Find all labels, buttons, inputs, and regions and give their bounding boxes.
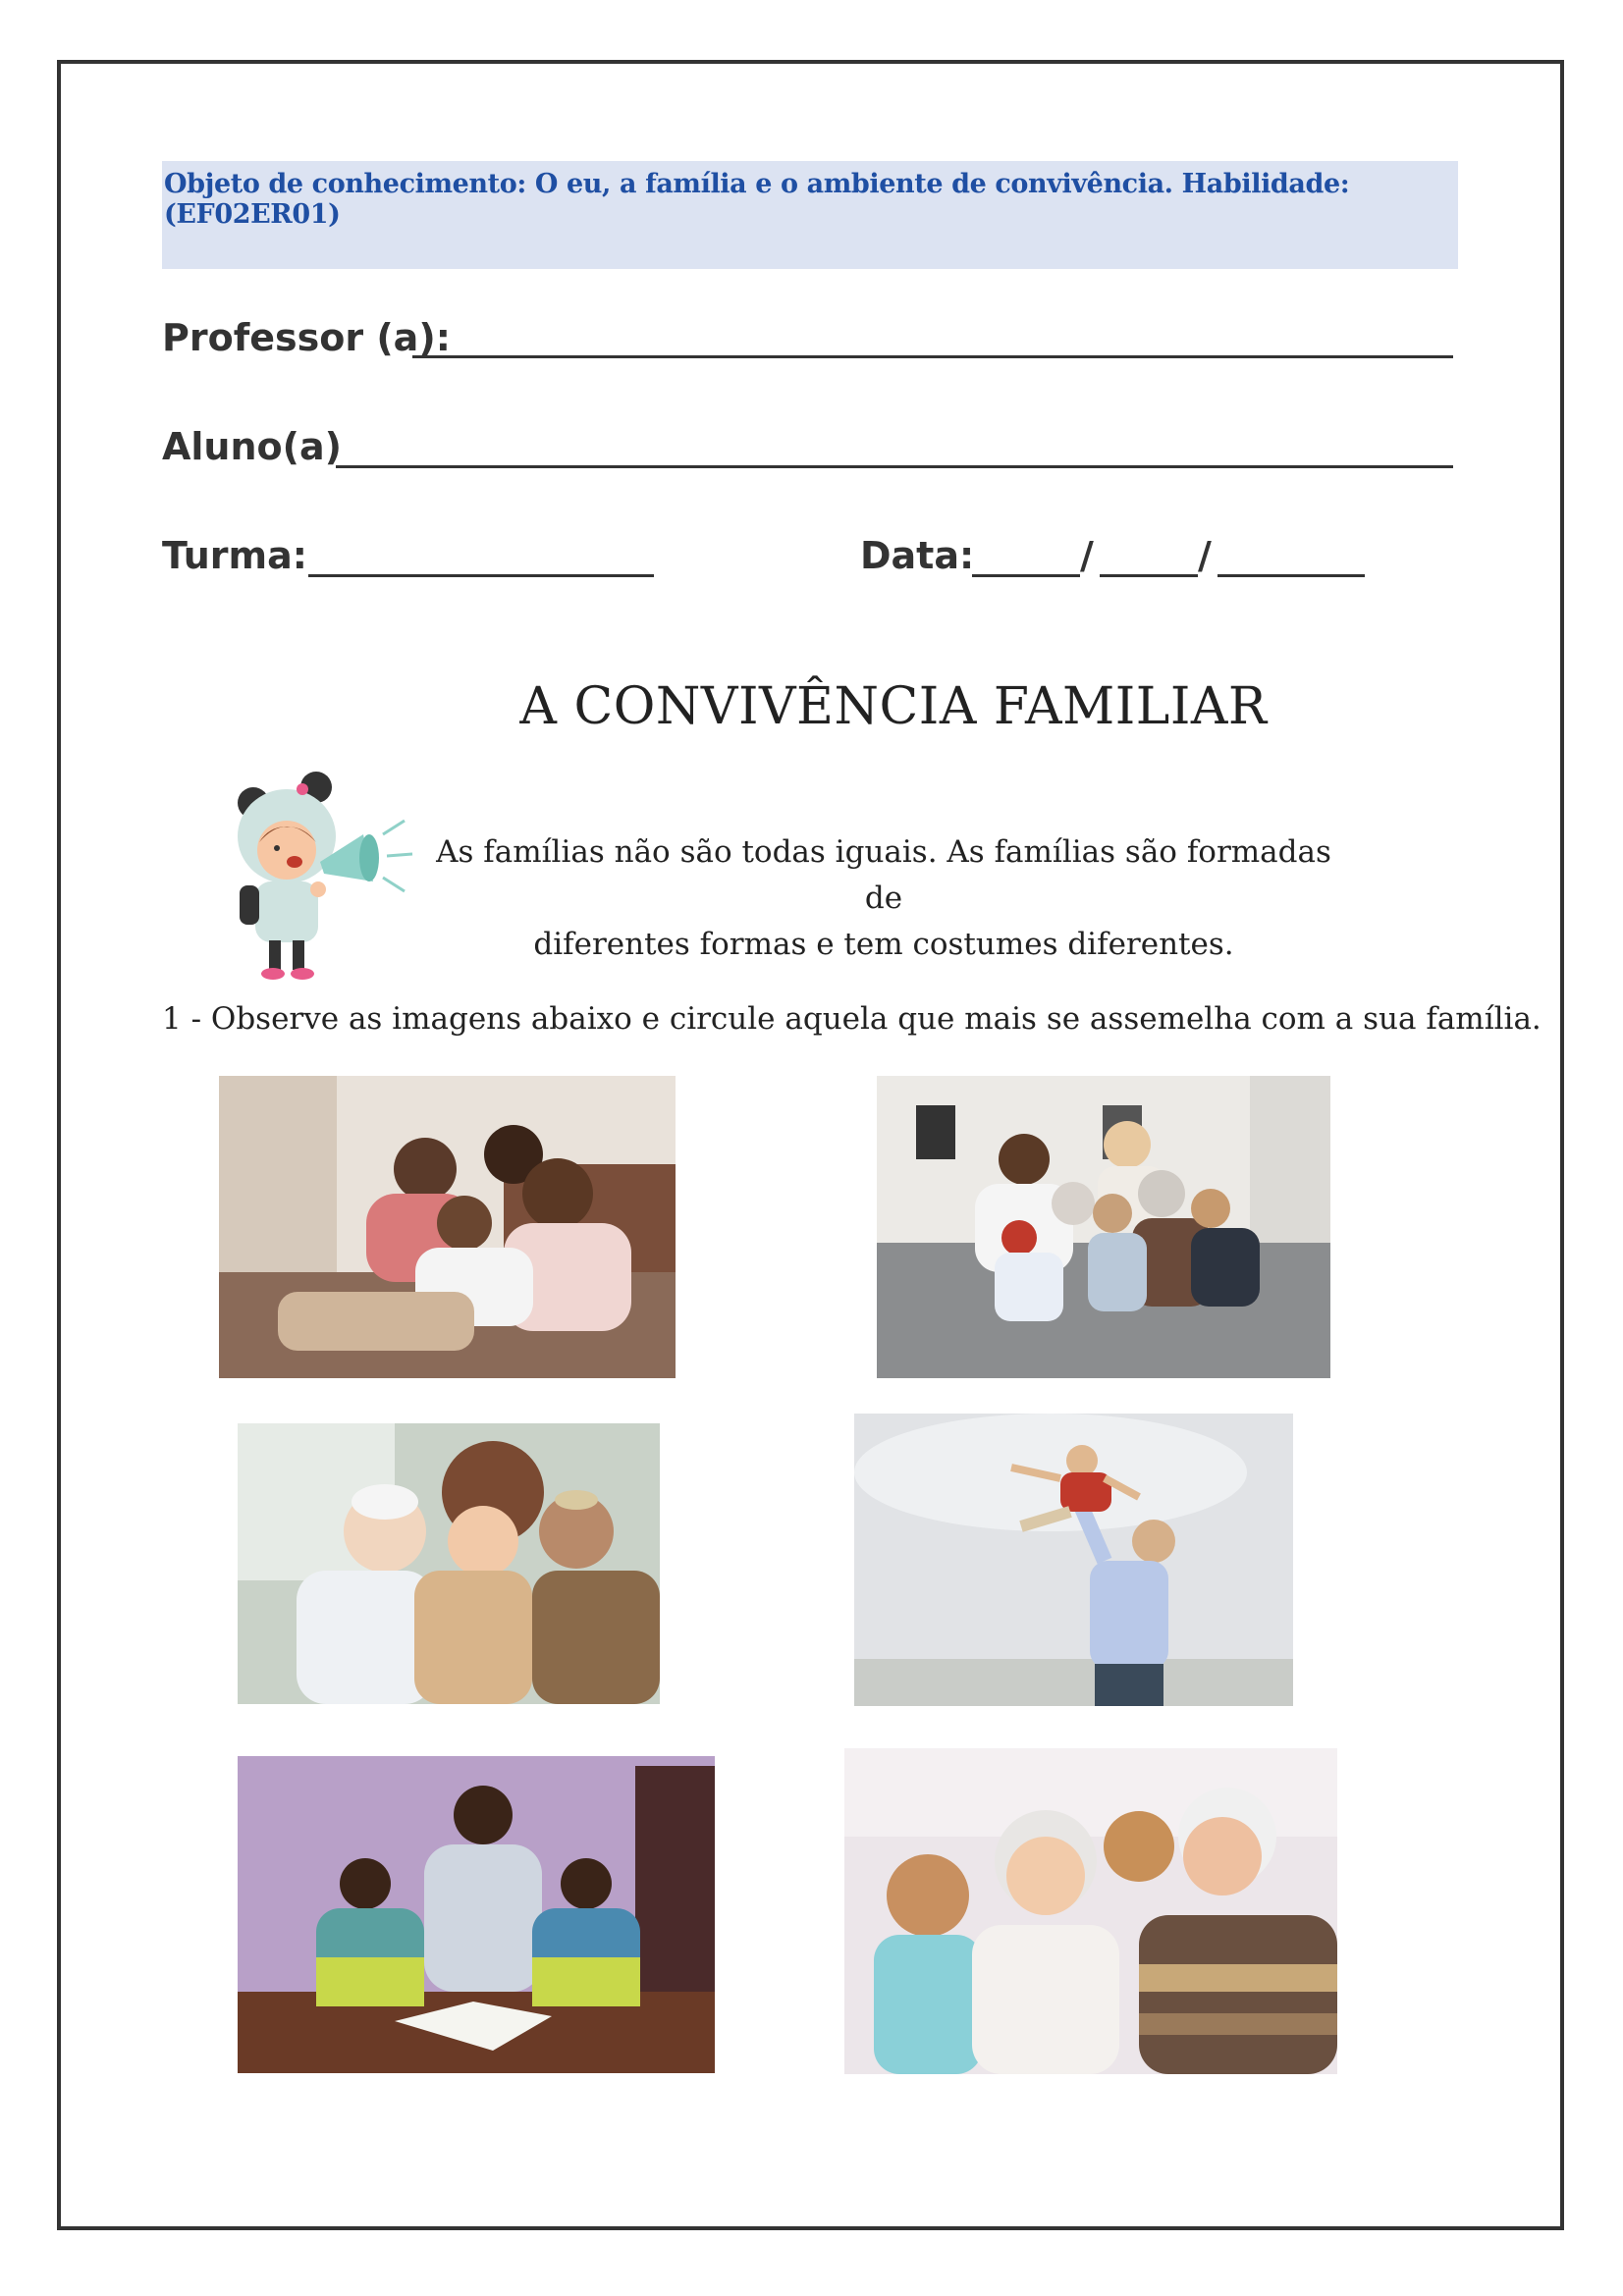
date-separator: / — [1080, 534, 1094, 577]
student-line[interactable] — [336, 465, 1453, 468]
girl-with-megaphone-icon — [226, 766, 422, 982]
date-label: Data: — [860, 534, 975, 577]
family-photo-hug[interactable] — [238, 1423, 660, 1704]
intro-text — [432, 829, 1335, 968]
question-1: 1 - Observe as imagens abaixo e circule aquela que mais se assemelha com a sua família. — [162, 1001, 1542, 1037]
teacher-line[interactable] — [412, 355, 1453, 358]
class-label: Turma: — [162, 534, 307, 577]
intro-line-2: diferentes formas e tem costumes diferentes. — [533, 927, 1234, 962]
family-photo-multigenerational[interactable] — [877, 1076, 1330, 1378]
teacher-label: Professor (a): — [162, 316, 451, 359]
family-photo-reading[interactable] — [238, 1756, 715, 2073]
family-photo-father-lifting[interactable] — [854, 1414, 1293, 1706]
family-photo-grandparents[interactable] — [844, 1748, 1337, 2074]
banner-text: Objeto de conhecimento: O eu, a família e o ambiente de convivência. Habilidade: (EF02ER01) — [164, 169, 1350, 230]
family-photo-sofa[interactable] — [219, 1076, 676, 1378]
page-title: A CONVIVÊNCIA FAMILIAR — [519, 677, 1268, 736]
intro-line-1: As famílias não são todas iguais. As famílias são formadas de — [436, 834, 1331, 916]
knowledge-banner — [162, 161, 1458, 269]
class-line[interactable] — [308, 574, 654, 577]
date-separator: / — [1198, 534, 1212, 577]
date-month-line[interactable] — [1100, 574, 1198, 577]
date-day-line[interactable] — [972, 574, 1080, 577]
student-label: Aluno(a) — [162, 425, 343, 468]
date-year-line[interactable] — [1217, 574, 1365, 577]
